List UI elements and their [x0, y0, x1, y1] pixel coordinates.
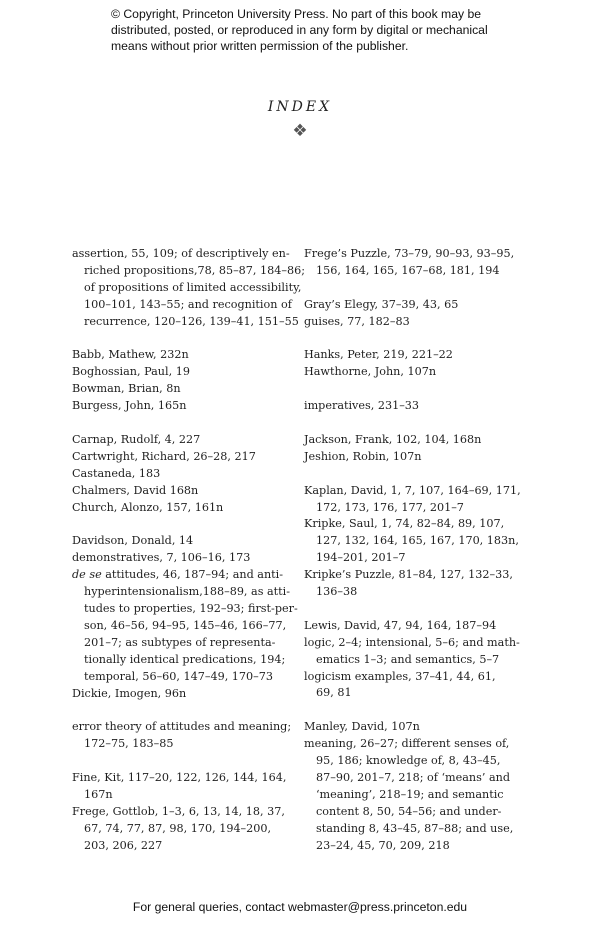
index-entry: Lewis, David, 47, 94, 164, 187–94: [304, 618, 497, 632]
index-entry: demonstratives, 7, 106–16, 173: [72, 551, 251, 565]
index-entry: Castaneda, 183: [72, 466, 161, 480]
entry-gap: [72, 516, 322, 533]
index-entry: Manley, David, 107n: [304, 720, 420, 734]
index-entry: Frege’s Puzzle, 73–79, 90–93, 93–95, 156, 164, 165, 167–68, 181, 194: [304, 247, 515, 277]
entry-gap: [304, 331, 554, 348]
index-entry: Kaplan, David, 1, 7, 107, 164–69, 171, 172, 173, 176, 177, 201–7: [304, 483, 521, 514]
index-entry: Cartwright, Richard, 26–28, 217: [72, 449, 256, 463]
de-se-term: de se: [72, 568, 102, 582]
copyright-line-2: distributed, posted, or reproduced in any form by digital or mechanical: [111, 23, 488, 37]
de-se-text: attitudes, 46, 187–94; and anti- hyperintensionalism,188–89, as atti- tudes to properties, 192–93; first-per- son, 46–56, 94–95, 145–46, 166–77, 201–7; as subtypes of representa- tionally identical predications, 194; temporal, 56–60, 147–49, 170–73: [84, 568, 298, 683]
index-entry-de-se: [72, 567, 322, 685]
index-entry: Babb, Mathew, 232n: [72, 348, 189, 362]
index-entry: Fine, Kit, 117–20, 122, 126, 144, 164, 167n: [72, 771, 287, 801]
index-entry: meaning, 26–27; different senses of, 95, 186; knowledge of, 8, 43–45, 87–90, 201–7, 218; of ‘means’ and ‘meaning’, 218–19; and semantic content 8, 50, 54–56; and under- standing 8, 43–45, 87–88; and use, 23–24, 45, 70, 209, 218: [304, 737, 514, 852]
entry-gap: [304, 601, 554, 618]
index-entry: Jeshion, Robin, 107n: [304, 449, 422, 463]
index-entry: Hawthorne, John, 107n: [304, 365, 437, 379]
index-column-left: [72, 246, 322, 855]
entry-gap: [72, 331, 322, 348]
index-entry: Burgess, John, 165n: [72, 399, 187, 413]
entry-gap: [304, 415, 554, 432]
index-entry: Carnap, Rudolf, 4, 227: [72, 432, 201, 446]
index-entry: Frege, Gottlob, 1–3, 6, 13, 14, 18, 37, 67, 74, 77, 87, 98, 170, 194–200, 203, 206, 227: [72, 804, 285, 852]
index-entry: Kripke, Saul, 1, 74, 82–84, 89, 107, 127, 132, 164, 165, 167, 170, 183n, 194–201, 201–7: [304, 517, 519, 565]
index-entry: Kripke’s Puzzle, 81–84, 127, 132–33, 136–38: [304, 568, 513, 599]
page-title: INDEX: [267, 99, 333, 115]
index-entry: error theory of attitudes and meaning; 172–75, 183–85: [72, 720, 292, 751]
index-entry: Davidson, Donald, 14: [72, 534, 194, 548]
entry-gap: [304, 381, 554, 398]
index-entry: assertion, 55, 109; of descriptively en- riched propositions,78, 85–87, 184–86; of propositions of limited accessibility, 100–101, 143–55; and recognition of recurrence, 120–126, 139–41, 151–55: [72, 247, 305, 328]
entry-gap: [304, 466, 554, 483]
index-entry: imperatives, 231–33: [304, 399, 420, 413]
copyright-notice: [111, 6, 511, 54]
index-entry: Chalmers, David 168n: [72, 483, 199, 497]
index-entry: guises, 77, 182–83: [304, 314, 410, 328]
index-entry: Jackson, Frank, 102, 104, 168n: [304, 432, 482, 446]
entry-gap: [72, 702, 322, 719]
index-entry: Bowman, Brian, 8n: [72, 382, 181, 396]
entry-gap: [72, 753, 322, 770]
index-column-right: [304, 246, 554, 855]
index-entry: logic, 2–4; intensional, 5–6; and math- ematics 1–3; and semantics, 5–7: [304, 635, 520, 666]
entry-gap: [304, 280, 554, 297]
entry-gap: [304, 702, 554, 719]
copyright-line-1: © Copyright, Princeton University Press. No part of this book may be: [111, 7, 482, 21]
entry-gap: [72, 415, 322, 432]
index-entry: Gray’s Elegy, 37–39, 43, 65: [304, 297, 459, 311]
index-entry: Church, Alonzo, 157, 161n: [72, 500, 224, 514]
copyright-line-3: means without prior written permission of the publisher.: [111, 39, 409, 53]
index-entry: Boghossian, Paul, 19: [72, 365, 190, 379]
index-entry: Hanks, Peter, 219, 221–22: [304, 348, 453, 362]
ornament-icon: ❖: [292, 121, 308, 141]
index-entry: logicism examples, 37–41, 44, 61, 69, 81: [304, 669, 496, 700]
footer-contact: For general queries, contact webmaster@press.princeton.edu: [132, 900, 468, 914]
index-entry: Dickie, Imogen, 96n: [72, 686, 187, 700]
